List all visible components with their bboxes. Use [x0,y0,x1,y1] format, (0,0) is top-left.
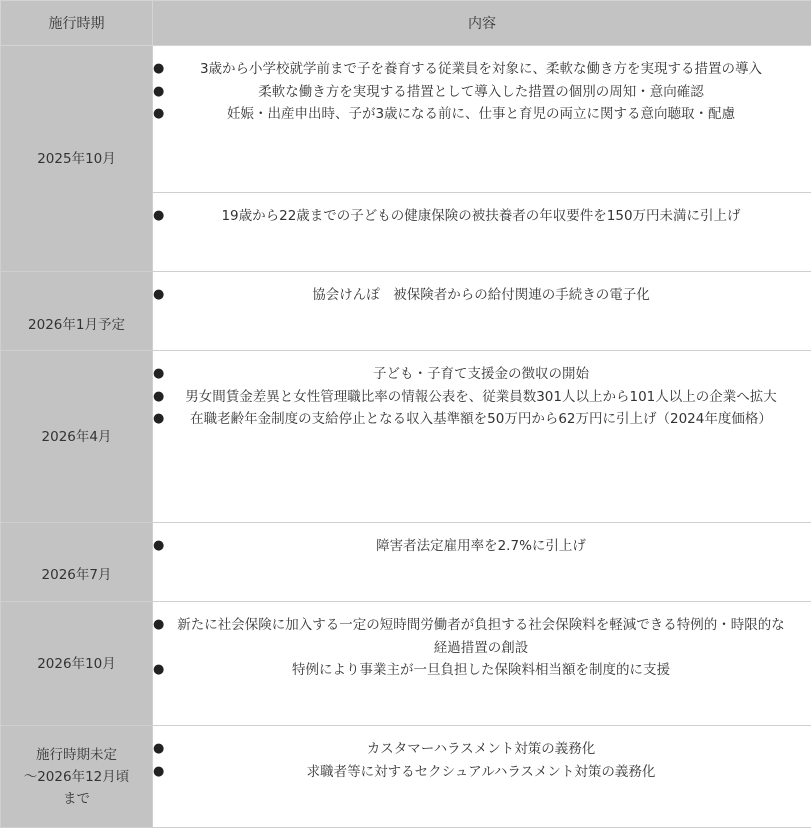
period-cell: 2026年4月 [1,351,153,523]
list-item [153,738,787,761]
list-item [153,284,787,307]
item-list [153,602,811,682]
item-list [153,193,811,228]
table-header-row [1,1,811,46]
bullet-dot-icon: ● [153,205,164,228]
bullet-dot-icon: ● [153,738,164,761]
bullet-dot-icon: ● [153,284,164,307]
item-list [153,523,811,558]
bullet-dot-icon: ● [153,386,164,409]
period-cell [1,726,153,828]
bullet-dot-icon: ● [153,363,164,386]
list-item [153,659,787,682]
bullet-dot-icon: ● [153,58,164,81]
item-list [153,726,811,783]
item-text: 求職者等に対するセクシュアルハラスメント対策の義務化 [307,764,656,780]
list-item [153,408,787,431]
list-item [153,535,787,558]
bullet-dot-icon: ● [153,103,164,126]
bullet-dot-icon: ● [153,761,164,784]
table-row [1,726,811,828]
list-item [153,761,787,784]
bullet-dot-icon: ● [153,659,164,682]
table-row [1,46,811,193]
item-text: 3歳から小学校就学前まで子を養育する従業員を対象に、柔軟な働き方を実現する措置の導入 [200,61,762,77]
list-item [153,103,787,126]
period-cell: 2026年10月 [1,602,153,726]
bullet-dot-icon: ● [153,408,164,431]
period-line: 施行時期未定 [1,744,152,766]
content-cell [153,726,811,828]
item-list [153,351,811,431]
item-text: 協会けんぽ 被保険者からの給付関連の手続きの電子化 [312,287,650,303]
item-text: 妊娠・出産申出時、子が3歳になる前に、仕事と育児の両立に関する意向聴取・配慮 [227,106,735,122]
list-item [153,205,787,228]
item-text: 19歳から22歳までの子どもの健康保険の被扶養者の年収要件を150万円未満に引上げ [221,208,740,224]
period-line: まで [1,788,152,810]
period-cell: 2025年10月 [1,46,153,272]
bullet-dot-icon: ● [153,614,164,637]
content-cell [153,523,811,602]
item-text: 新たに社会保険に加入する一定の短時間労働者が負担する社会保険料を軽減できる特例的・時限的な経過措置の創設 [177,617,785,656]
content-cell [153,351,811,523]
content-cell [153,193,811,272]
item-text: カスタマーハラスメント対策の義務化 [367,741,595,757]
period-line: ～2026年12月頃 [1,766,152,788]
table-row [1,523,811,602]
content-cell [153,602,811,726]
table-row [1,272,811,351]
item-list [153,272,811,307]
item-text: 特例により事業主が一旦負担した保険料相当額を制度的に支援 [292,662,670,678]
content-cell [153,272,811,351]
list-item [153,386,787,409]
period-text: 2026年7月 [1,538,152,586]
item-list [153,46,811,126]
bullet-dot-icon: ● [153,81,164,104]
list-item [153,363,787,386]
table-row [1,602,811,726]
bullet-dot-icon: ● [153,535,164,558]
item-text: 柔軟な働き方を実現する措置として導入した措置の個別の周知・意向確認 [258,84,704,100]
period-text: 2026年1月予定 [1,286,152,336]
list-item [153,614,787,659]
item-text: 子ども・子育て支援金の徴収の開始 [373,366,589,382]
period-cell [1,523,153,602]
list-item [153,81,787,104]
item-text: 在職老齢年金制度の支給停止となる収入基準額を50万円から62万円に引上げ（2024年度価格） [190,411,772,427]
list-item [153,58,787,81]
table-row [1,351,811,523]
header-period: 施行時期 [1,1,153,46]
period-cell [1,272,153,351]
item-text: 障害者法定雇用率を2.7%に引上げ [376,538,586,554]
content-cell [153,46,811,193]
header-content: 内容 [153,1,811,46]
item-text: 男女間賃金差異と女性管理職比率の情報公表を、従業員数301人以上から101人以上の企業へ拡大 [185,389,777,405]
